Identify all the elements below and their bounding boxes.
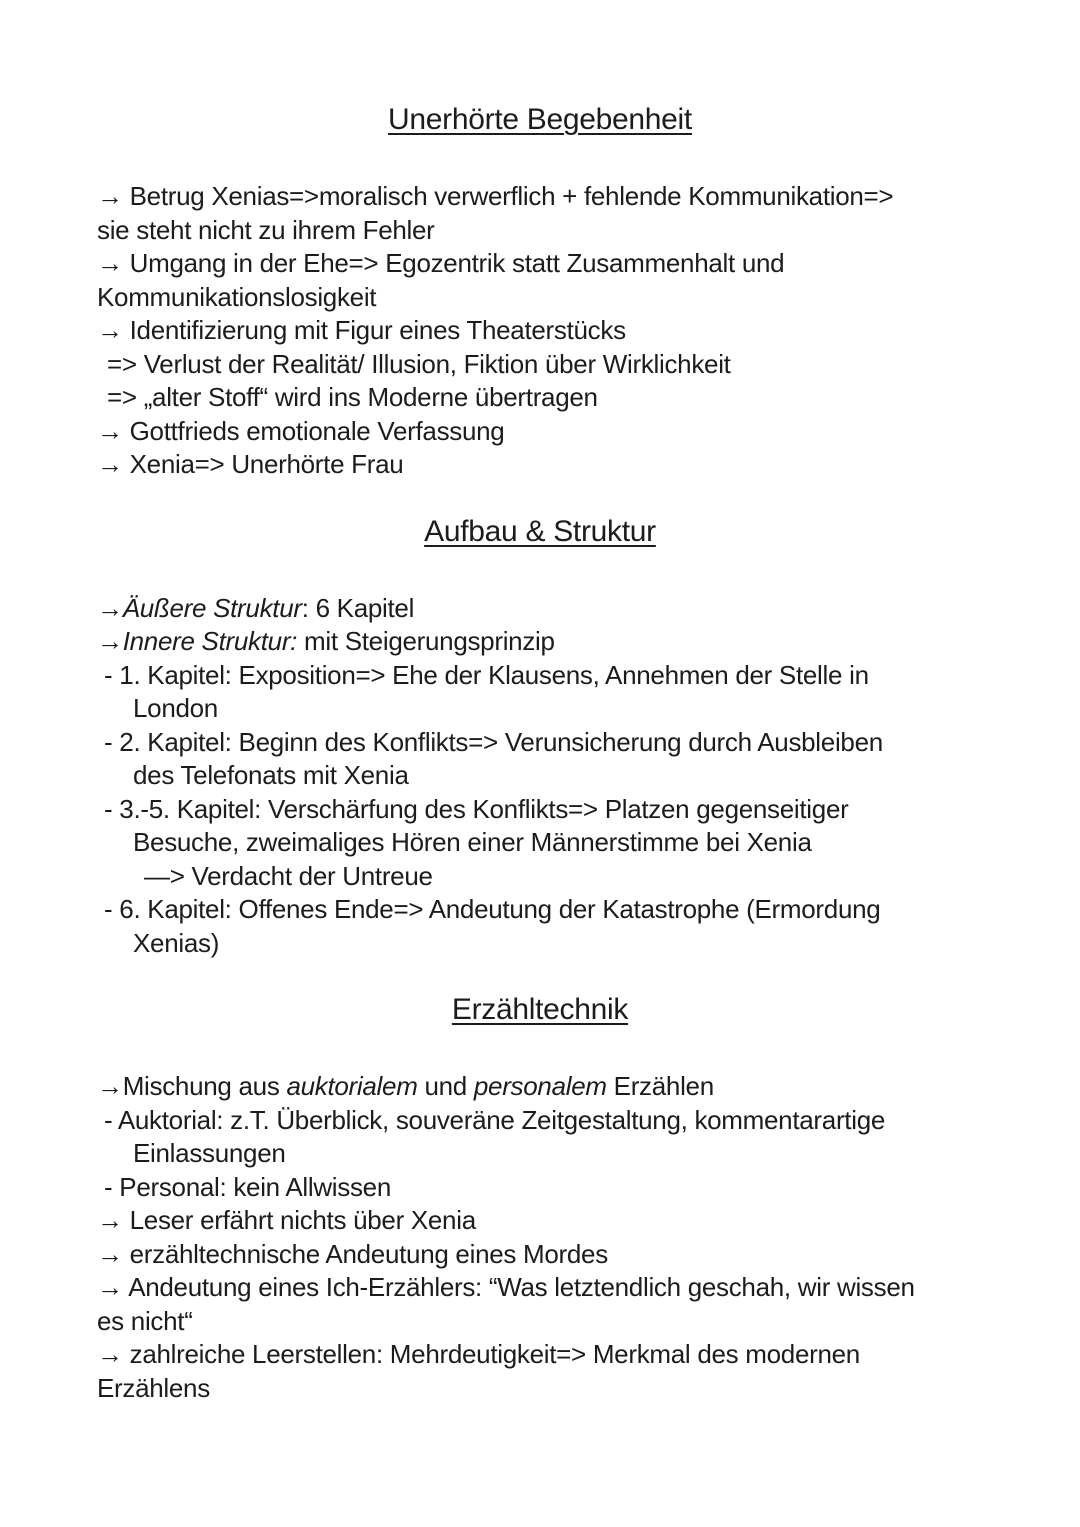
note-text: : 6 Kapitel (301, 592, 415, 623)
note-line: des Telefonats mit Xenia (133, 760, 409, 790)
italic-text: Äußere Struktur (122, 592, 302, 623)
arrow-glyph: → (97, 592, 123, 623)
italic-text: Innere Struktur: (122, 626, 298, 656)
note-line: Erzählens (97, 1372, 210, 1403)
note-line (97, 1070, 1040, 1104)
note-line: - 3.-5. Kapitel: Verschärfung des Konflikts=> Platzen gegenseitiger (104, 793, 849, 824)
note-line: - 6. Kapitel: Offenes Ende=> Andeutung der Katastrophe (Ermordung (104, 894, 881, 924)
note-line: → zahlreiche Leerstellen: Mehrdeutigkeit=> Merkmal des modernen (97, 1339, 860, 1369)
section-body-aufbau-struktur (0, 592, 1080, 961)
note-text: und (417, 1071, 474, 1101)
note-text: mit Steigerungsprinzip (297, 626, 555, 656)
note-line: → Identifizierung mit Figur eines Theaterstücks (97, 315, 626, 345)
note-line: → Xenia=> Unerhörte Frau (97, 449, 404, 479)
note-line: London (133, 693, 218, 723)
section-body-erzaehltechnik (0, 1070, 1080, 1405)
italic-text: personalem (473, 1071, 607, 1101)
note-line: Xenias) (133, 927, 220, 958)
note-line: → Umgang in der Ehe=> Egozentrik statt Zusammenhalt und (97, 248, 785, 278)
note-line: - 2. Kapitel: Beginn des Konflikts=> Verunsicherung durch Ausbleiben (104, 726, 883, 757)
note-line: => Verlust der Realität/ Illusion, Fiktion über Wirklichkeit (107, 348, 731, 379)
note-line: es nicht“ (97, 1305, 193, 1336)
note-line: → Andeutung eines Ich-Erzählers: “Was letztendlich geschah, wir wissen (97, 1272, 915, 1302)
note-line: → Leser erfährt nichts über Xenia (97, 1205, 476, 1235)
note-line: Kommunikationslosigkeit (97, 281, 377, 312)
section-heading-erzaehltechnik: Erzähltechnik (451, 993, 629, 1026)
note-line: Einlassungen (133, 1138, 286, 1168)
section-heading-aufbau-struktur: Aufbau & Struktur (424, 514, 656, 548)
arrow-glyph: →Mischung aus (97, 1071, 287, 1101)
note-line (97, 592, 1040, 626)
section-body-unerhoerte-begebenheit (0, 180, 1080, 482)
italic-text: auktorialem (286, 1071, 418, 1101)
note-line: - Auktorial: z.T. Überblick, souveräne Zeitgestaltung, kommentarartige (104, 1104, 886, 1135)
note-text: Erzählen (606, 1071, 714, 1101)
arrow-glyph: → (97, 626, 123, 656)
section-heading-unerhoerte-begebenheit: Unerhörte Begebenheit (388, 103, 692, 136)
note-line: Besuche, zweimaliges Hören einer Männerstimme bei Xenia (133, 827, 812, 857)
note-line: → Gottfrieds emotionale Verfassung (97, 415, 505, 446)
note-line: → Betrug Xenias=>moralisch verwerflich + fehlende Kommunikation=> (97, 181, 894, 211)
note-line: => „alter Stoff“ wird ins Moderne übertragen (107, 382, 598, 412)
note-line: - 1. Kapitel: Exposition=> Ehe der Klausens, Annehmen der Stelle in (104, 659, 869, 690)
note-line (97, 625, 1040, 659)
note-line: sie steht nicht zu ihrem Fehler (97, 214, 435, 245)
note-line: → erzähltechnische Andeutung eines Mordes (97, 1238, 608, 1269)
note-line: —> Verdacht der Untreue (144, 860, 433, 891)
note-line: - Personal: kein Allwissen (104, 1171, 391, 1202)
